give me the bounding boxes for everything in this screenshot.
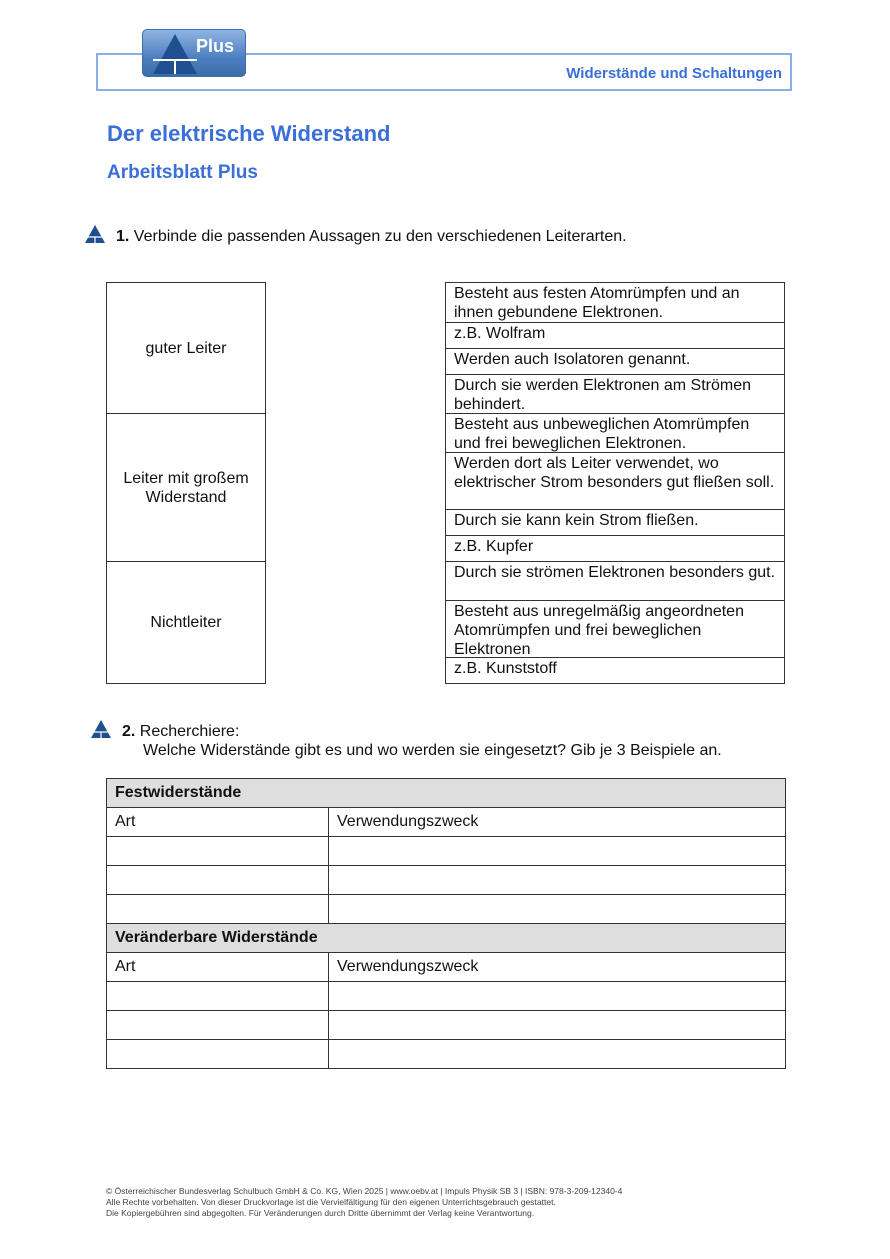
answer-cell-art[interactable] [107, 1040, 329, 1069]
table-row [107, 953, 786, 982]
statement-item[interactable]: Werden dort als Leiter verwendet, wo elektrischer Strom besonders gut fließen soll. [446, 452, 784, 509]
fixed-resistors-heading: Festwiderstände [107, 779, 786, 808]
statement-item[interactable]: z.B. Wolfram [446, 322, 784, 348]
statement-item[interactable]: z.B. Kupfer [446, 535, 784, 561]
table-row [107, 924, 786, 953]
footer-rights: Alle Rechte vorbehalten. Von dieser Druckvorlage ist die Vervielfältigung für den eigenen Unterrichtsgebrauch gestattet. [106, 1197, 556, 1207]
statement-item[interactable]: z.B. Kunststoff [446, 657, 784, 683]
answer-cell-purpose[interactable] [329, 982, 786, 1011]
task2-instruction [122, 722, 239, 741]
conductor-type-high-resistance[interactable] [107, 413, 265, 561]
conductor-type-label: Nichtleiter [150, 614, 222, 631]
statement-column [445, 282, 785, 684]
table-row [107, 982, 786, 1011]
variable-resistors-heading: Veränderbare Widerstände [107, 924, 786, 953]
answer-cell-art[interactable] [107, 866, 329, 895]
answer-cell-purpose[interactable] [329, 866, 786, 895]
header-title: Widerstände und Schaltungen [566, 65, 782, 82]
answer-cell-purpose[interactable] [329, 1011, 786, 1040]
conductor-type-label: Leiter mit großem [123, 469, 249, 487]
answer-cell-purpose[interactable] [329, 1040, 786, 1069]
table-row [107, 866, 786, 895]
logo-text: Plus [196, 36, 235, 56]
statement-item[interactable]: Durch sie strömen Elektronen besonders gut. [446, 561, 784, 600]
footer-disclaimer: Die Kopiergebühren sind abgegolten. Für Veränderungen durch Dritte übernimmt der Verlag keine Verantwortung. [106, 1208, 535, 1218]
col-header-art: Art [107, 808, 329, 837]
table-row [107, 1011, 786, 1040]
triangle-logo-icon [153, 34, 197, 74]
answer-cell-purpose[interactable] [329, 895, 786, 924]
table-row [107, 1040, 786, 1069]
answer-cell-art[interactable] [107, 1011, 329, 1040]
answer-cell-purpose[interactable] [329, 837, 786, 866]
table-row [107, 895, 786, 924]
table-row [107, 779, 786, 808]
fixed-resistors-table [106, 778, 786, 1069]
task1-instruction [116, 227, 627, 246]
task1-number: 1. [116, 228, 130, 245]
statement-item[interactable]: Durch sie werden Elektronen am Strömen behindert. [446, 374, 784, 413]
statement-item[interactable]: Besteht aus unbeweglichen Atomrümpfen und frei beweglichen Elektronen. [446, 413, 784, 452]
answer-cell-art[interactable] [107, 982, 329, 1011]
statement-item[interactable]: Werden auch Isolatoren genannt. [446, 348, 784, 374]
col-header-purpose: Verwendungszweck [329, 953, 786, 982]
table-row [107, 837, 786, 866]
task2-triangle-icon [91, 720, 111, 738]
answer-cell-art[interactable] [107, 895, 329, 924]
conductor-type-label: Widerstand [145, 488, 227, 506]
statement-item[interactable]: Durch sie kann kein Strom fließen. [446, 509, 784, 535]
answer-cell-art[interactable] [107, 837, 329, 866]
task2-line2: Welche Widerstände gibt es und wo werden sie eingesetzt? Gib je 3 Beispiele an. [143, 742, 722, 759]
page-subtitle: Arbeitsblatt Plus [107, 162, 258, 183]
task1-triangle-icon [85, 225, 105, 243]
col-header-art: Art [107, 953, 329, 982]
page-title: Der elektrische Widerstand [107, 121, 391, 146]
task1-text: Verbinde die passenden Aussagen zu den verschiedenen Leiterarten. [133, 228, 627, 245]
task2-line1: Recherchiere: [139, 723, 240, 740]
conductor-type-good[interactable] [107, 283, 265, 413]
conductor-type-column [106, 282, 266, 684]
conductor-type-label: guter Leiter [145, 339, 227, 357]
plus-logo [142, 29, 246, 77]
footer [106, 1186, 622, 1219]
statement-item[interactable]: Besteht aus unregelmäßig angeordneten Atomrümpfen und frei beweglichen Elektronen [446, 600, 784, 657]
task2-number: 2. [122, 723, 136, 740]
table-row [107, 808, 786, 837]
statement-item[interactable]: Besteht aus festen Atomrümpfen und an ihnen gebundene Elektronen. [454, 285, 740, 321]
col-header-purpose: Verwendungszweck [329, 808, 786, 837]
conductor-type-insulator[interactable] [107, 561, 265, 683]
footer-copyright: © Österreichischer Bundesverlag Schulbuch GmbH & Co. KG, Wien 2025 | www.oebv.at | Impuls Physik SB 3 | ISBN: 978-3-209-12340-4 [106, 1186, 623, 1196]
